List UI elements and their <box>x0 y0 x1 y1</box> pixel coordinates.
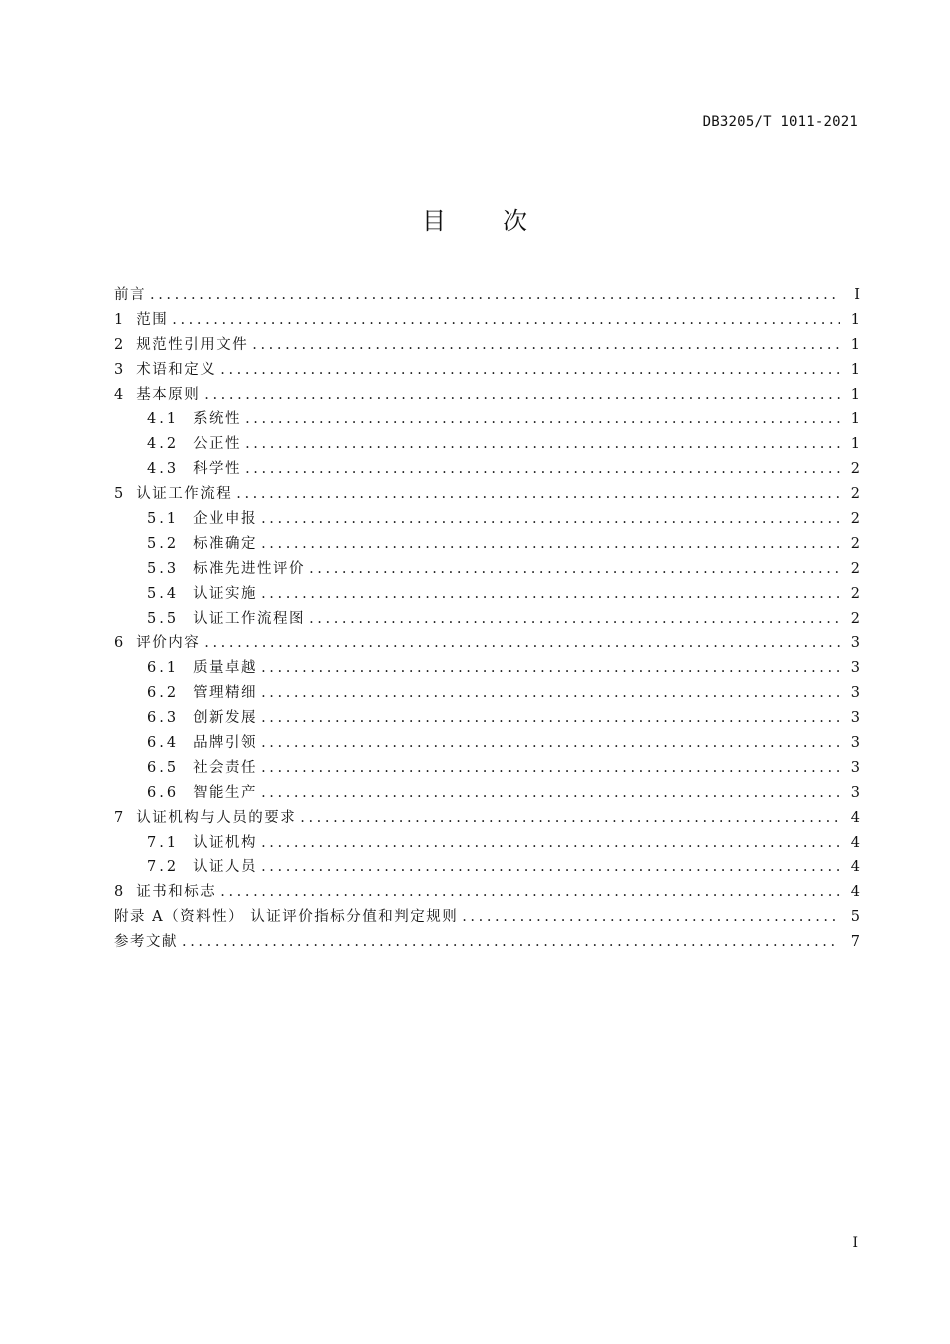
toc-entry[interactable] <box>114 656 860 681</box>
toc-entry-label: 前言 <box>114 287 146 303</box>
toc-entry-page: 3 <box>850 735 860 752</box>
toc-dot-leader <box>261 706 840 731</box>
toc-entry-number: 6.6 <box>147 784 180 801</box>
toc-entry[interactable] <box>114 930 860 955</box>
toc-entry-number: 5.1 <box>147 511 180 528</box>
toc-entry-number: 5.3 <box>147 560 180 577</box>
toc-dot-leader <box>261 681 840 706</box>
toc-entry-label: 参考文献 <box>114 934 178 951</box>
toc-entry-number: 6.3 <box>147 710 180 727</box>
toc-dot-leader <box>261 731 840 756</box>
toc-entry-number: 6 <box>114 635 125 652</box>
toc-entry-label: 科学性 <box>193 461 242 478</box>
toc-entry-number: 6.5 <box>147 759 180 776</box>
toc-entry[interactable] <box>114 532 860 557</box>
toc-dot-leader <box>462 905 840 930</box>
toc-entry[interactable] <box>114 831 860 856</box>
toc-entry-label: 术语和定义 <box>136 361 217 378</box>
toc-entry[interactable] <box>114 731 860 756</box>
toc-entry-page: 3 <box>850 710 860 727</box>
toc-entry-label: 管理精细 <box>193 685 258 702</box>
toc-entry-number: 8 <box>114 884 125 901</box>
toc-entry-number: 3 <box>114 361 125 378</box>
toc-entry-number: 5.5 <box>147 610 180 627</box>
toc-entry-label: 标准先进性评价 <box>193 560 306 577</box>
toc-entry-page: 2 <box>850 560 860 577</box>
toc-dot-leader <box>261 507 840 532</box>
toc-entry[interactable] <box>114 358 860 383</box>
toc-entry-label: 认证工作流程图 <box>193 610 306 627</box>
toc-entry-page: 1 <box>850 336 860 353</box>
toc-entry-page: 1 <box>850 386 860 403</box>
toc-entry[interactable] <box>114 383 860 408</box>
toc-entry-label: 评价内容 <box>136 635 201 652</box>
toc-entry-number: 6.4 <box>147 735 180 752</box>
toc-entry-number: 4 <box>114 386 125 403</box>
toc-entry[interactable] <box>114 806 860 831</box>
toc-entry-page: 2 <box>850 610 860 627</box>
toc-entry[interactable] <box>114 308 860 333</box>
toc-entry-label: 智能生产 <box>193 784 258 801</box>
toc-entry-label: 品牌引领 <box>193 735 258 752</box>
toc-entry-number: 2 <box>114 336 125 353</box>
toc-dot-leader <box>245 407 840 432</box>
toc-entry[interactable] <box>114 905 860 930</box>
toc-dot-leader <box>261 582 840 607</box>
toc-entry-label: 社会责任 <box>193 759 258 776</box>
toc-dot-leader <box>150 283 840 308</box>
toc-entry[interactable] <box>114 781 860 806</box>
page-number: I <box>852 1235 858 1251</box>
toc-entry-label: 认证实施 <box>193 585 258 602</box>
toc-entry-label: 认证机构与人员的要求 <box>136 809 297 826</box>
toc-entry-page: 3 <box>850 660 860 677</box>
toc-entry-label: 创新发展 <box>193 710 258 727</box>
toc-entry-page: 4 <box>850 834 860 851</box>
toc-entry-page: 1 <box>850 436 860 453</box>
table-of-contents <box>114 283 860 955</box>
toc-entry-page: 2 <box>850 486 860 503</box>
toc-entry-page: 1 <box>850 361 860 378</box>
toc-entry-page: 1 <box>850 411 860 428</box>
toc-entry-page: 4 <box>850 884 860 901</box>
document-code: DB3205/T 1011-2021 <box>702 114 858 130</box>
toc-dot-leader <box>220 358 840 383</box>
toc-dot-leader <box>220 880 840 905</box>
toc-entry-page: 2 <box>850 535 860 552</box>
toc-entry-page: 2 <box>850 511 860 528</box>
toc-entry-label: 基本原则 <box>136 386 201 403</box>
toc-entry[interactable] <box>114 855 860 880</box>
toc-entry-number: 4.3 <box>147 461 180 478</box>
toc-entry-number: 7.2 <box>147 859 180 876</box>
toc-entry-number: 1 <box>114 311 125 328</box>
toc-entry[interactable] <box>114 283 860 308</box>
toc-dot-leader <box>309 557 840 582</box>
toc-dot-leader <box>261 532 840 557</box>
toc-entry[interactable] <box>114 631 860 656</box>
toc-entry-label: 系统性 <box>193 411 242 428</box>
toc-dot-leader <box>261 781 840 806</box>
toc-entry-page: 1 <box>850 311 860 328</box>
toc-entry-number: 4.1 <box>147 411 180 428</box>
toc-dot-leader <box>245 457 840 482</box>
toc-entry-label: 企业申报 <box>193 511 258 528</box>
toc-entry-number: 7 <box>114 809 125 826</box>
toc-entry-page: 3 <box>850 685 860 702</box>
toc-entry-page: 4 <box>850 809 860 826</box>
toc-entry-page: 7 <box>850 934 860 951</box>
toc-entry-number: 7.1 <box>147 834 180 851</box>
toc-entry-number: 5.4 <box>147 585 180 602</box>
toc-entry[interactable] <box>114 507 860 532</box>
toc-entry[interactable] <box>114 557 860 582</box>
title-char-1: 目 <box>422 207 447 235</box>
toc-entry-page: 3 <box>850 635 860 652</box>
toc-entry[interactable] <box>114 880 860 905</box>
toc-dot-leader <box>261 855 840 880</box>
toc-dot-leader <box>261 656 840 681</box>
toc-dot-leader <box>245 432 840 457</box>
toc-entry-label: 证书和标志 <box>136 884 217 901</box>
toc-entry[interactable] <box>114 706 860 731</box>
toc-entry[interactable] <box>114 756 860 781</box>
toc-entry-label: 标准确定 <box>193 535 258 552</box>
toc-entry-page: 3 <box>850 759 860 776</box>
toc-entry[interactable] <box>114 482 860 507</box>
toc-entry-label: 公正性 <box>193 436 242 453</box>
toc-entry[interactable] <box>114 457 860 482</box>
toc-entry[interactable] <box>114 333 860 358</box>
toc-entry-label: 附录 A（资料性） 认证评价指标分值和判定规则 <box>114 909 459 926</box>
toc-entry-label: 认证人员 <box>193 859 258 876</box>
toc-entry[interactable] <box>114 607 860 632</box>
toc-entry-label: 认证工作流程 <box>136 486 233 503</box>
toc-entry-number: 5 <box>114 486 125 503</box>
toc-entry-number: 5.2 <box>147 535 180 552</box>
toc-entry-label: 质量卓越 <box>193 660 258 677</box>
toc-entry-page: 5 <box>850 909 860 926</box>
toc-entry-page: 3 <box>850 784 860 801</box>
page-title <box>0 201 950 236</box>
toc-dot-leader <box>300 806 840 831</box>
toc-dot-leader <box>261 831 840 856</box>
toc-entry-label: 规范性引用文件 <box>136 336 249 353</box>
toc-dot-leader <box>204 383 840 408</box>
toc-entry[interactable] <box>114 681 860 706</box>
toc-entry-page: 2 <box>850 461 860 478</box>
toc-entry-label: 范围 <box>136 311 169 328</box>
toc-entry-page: 2 <box>850 585 860 602</box>
toc-entry-page: 4 <box>850 859 860 876</box>
toc-entry-label: 认证机构 <box>193 834 258 851</box>
toc-entry-number: 6.2 <box>147 685 180 702</box>
toc-dot-leader <box>204 631 840 656</box>
toc-entry-page: I <box>854 287 860 303</box>
toc-dot-leader <box>236 482 840 507</box>
title-char-2: 次 <box>503 207 528 235</box>
toc-entry[interactable] <box>114 407 860 432</box>
toc-dot-leader <box>309 607 840 632</box>
toc-entry[interactable] <box>114 432 860 457</box>
toc-dot-leader <box>182 930 840 955</box>
toc-entry-number: 6.1 <box>147 660 180 677</box>
toc-entry[interactable] <box>114 582 860 607</box>
toc-dot-leader <box>252 333 840 358</box>
toc-dot-leader <box>261 756 840 781</box>
toc-dot-leader <box>172 308 840 333</box>
toc-entry-number: 4.2 <box>147 436 180 453</box>
